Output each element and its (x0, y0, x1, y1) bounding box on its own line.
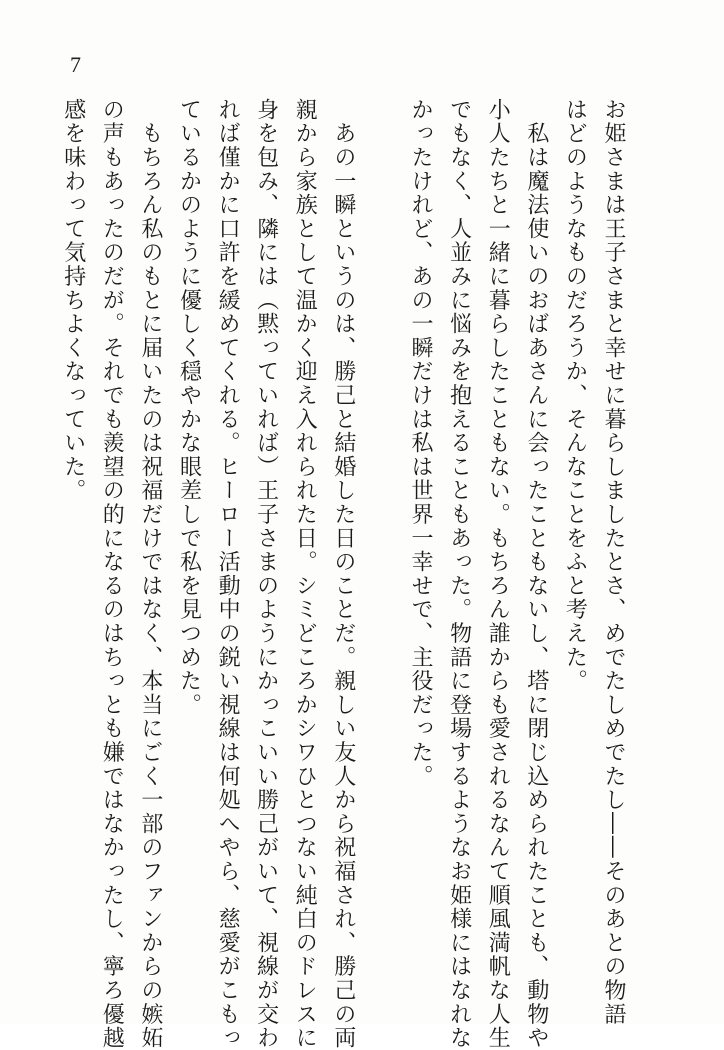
text-line: かったけれど、あの一瞬だけは私は世界一幸せで、主役だった。 (408, 98, 434, 789)
text-line: ているかのように優しく穏やかな眼差しで私を見つめた。 (176, 98, 202, 717)
text-line: 親から家族として温かく迎え入れられた日。シミどころかシワひとつない純白のドレスに (292, 98, 318, 1050)
text-line: はどのようなものだろうか、そんなことをふと考えた。 (562, 98, 588, 693)
text-line: の声もあったのだが。それでも羨望の的になるのはちっとも嫌ではなかったし、寧ろ優越 (99, 98, 125, 1050)
text-line: れば僅かに口許を緩めてくれる。ヒーロー活動中の鋭い視線は何処へやら、慈愛がこもっ (215, 98, 241, 1050)
text-line: 身を包み、隣には（黙っていれば）王子さまのようにかっこいい勝己がいて、視線が交わ (253, 98, 279, 1050)
page-number: 7 (70, 52, 81, 77)
paragraph-4 (53, 98, 169, 1050)
text-line: 感を味わって気持ちよくなっていた。 (60, 98, 86, 503)
text-line: あの一瞬というのは、勝己と結婚した日のことだ。親しい友人から祝福され、勝己の両 (330, 98, 356, 1050)
text-line: 私は魔法使いのおばあさんに会ったこともないし、塔に閉じ込められたことも、動物や (523, 98, 549, 1050)
body-text (53, 98, 632, 1050)
text-line: でもなく、人並みに悩みを抱えることもあった。物語に登場するようなお姫様にはなれな (446, 98, 472, 1050)
text-line: お姫さまは王子さまと幸せに暮らしましたとさ、めでたしめでたし――そのあとの物語 (601, 98, 626, 1027)
paragraph-2 (400, 98, 554, 1050)
text-line: 小人たちと一緒に暮らしたこともない。もちろん誰からも愛されるなんて順風満帆な人生 (485, 98, 511, 1050)
text-line: もちろん私のもとに届いたのは祝福だけではなく、本当にごく一部のファンからの嫉妬 (137, 98, 163, 1050)
blank-line (362, 98, 401, 998)
paragraph-1 (555, 98, 632, 1027)
paragraph-3 (169, 98, 362, 1050)
